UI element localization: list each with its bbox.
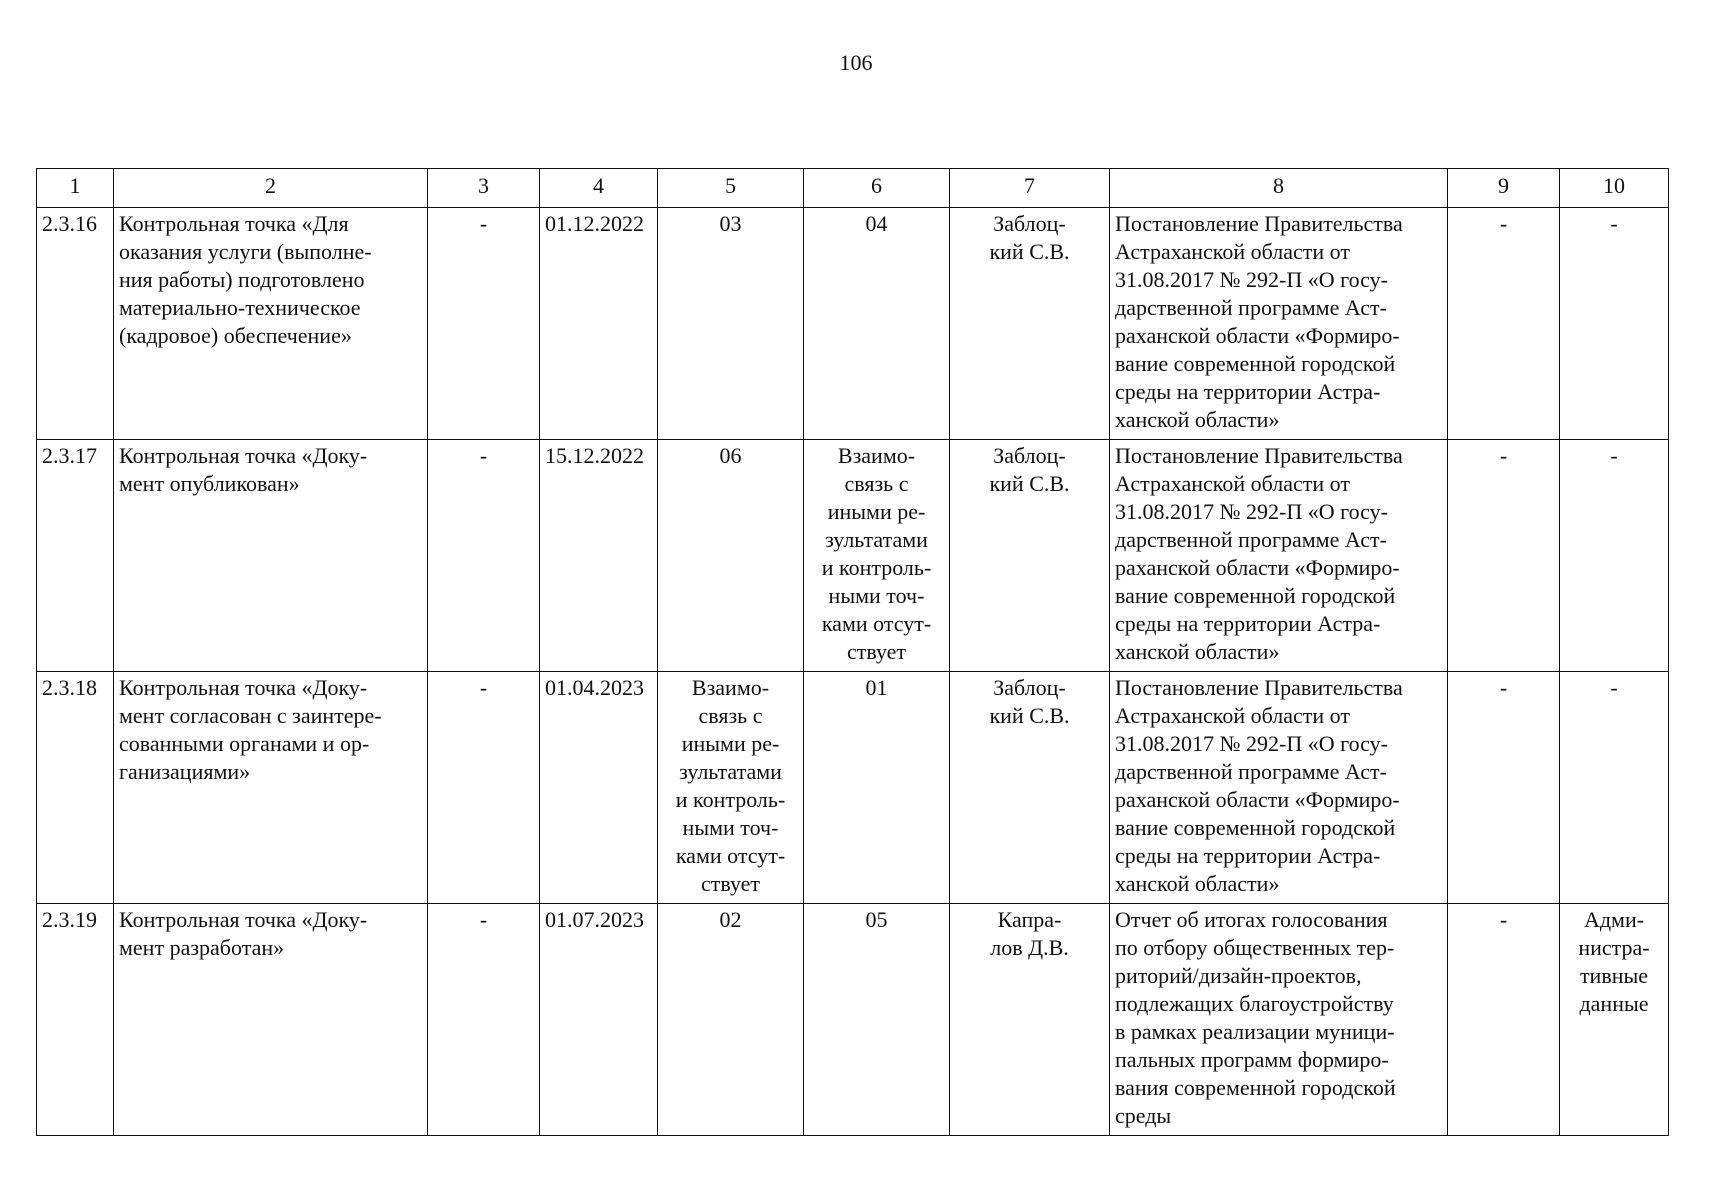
- column-header-9: 9: [1448, 169, 1560, 208]
- control-point-name: Контрольная точка «Доку- мент опубликован»: [114, 440, 428, 672]
- responsible-person: Заблоц- кий С.В.: [950, 440, 1110, 672]
- table-row: [37, 672, 1669, 904]
- responsible-person: Капра- лов Д.В.: [950, 904, 1110, 1136]
- table-row: [37, 440, 1669, 672]
- row-number: 2.3.17: [37, 440, 114, 672]
- column-header-8: 8: [1110, 169, 1448, 208]
- document-reference: Постановление Правительства Астраханской области от 31.08.2017 № 292-П «О госу- дарственной программе Аст- раханской области «Формиро- вание современной городской среды на территории Астра- ханской области»: [1110, 672, 1448, 904]
- document-reference: Постановление Правительства Астраханской области от 31.08.2017 № 292-П «О госу- дарственной программе Аст- раханской области «Формиро- вание современной городской среды на территории Астра- ханской области»: [1110, 440, 1448, 672]
- responsible-person: Заблоц- кий С.В.: [950, 208, 1110, 440]
- cell-col5: Взаимо- связь с иными ре- зультатами и контроль- ными точ- ками отсут- ствует: [658, 672, 804, 904]
- cell-col5: 03: [658, 208, 804, 440]
- document-reference: Постановление Правительства Астраханской области от 31.08.2017 № 292-П «О госу- дарственной программе Аст- раханской области «Формиро- вание современной городской среды на территории Астра- ханской области»: [1110, 208, 1448, 440]
- cell-col9: -: [1448, 904, 1560, 1136]
- control-point-name: Контрольная точка «Доку- мент разработан»: [114, 904, 428, 1136]
- cell-col9: -: [1448, 672, 1560, 904]
- control-point-name: Контрольная точка «Доку- мент согласован с заинтере- сованными органами и ор- ганизациями»: [114, 672, 428, 904]
- cell-col3: -: [428, 440, 540, 672]
- date-cell: 01.12.2022: [540, 208, 658, 440]
- page-number: 106: [839, 50, 873, 75]
- cell-col6: 04: [804, 208, 950, 440]
- cell-col6: 01: [804, 672, 950, 904]
- cell-col9: -: [1448, 208, 1560, 440]
- cell-col10: Адми- нистра- тивные данные: [1560, 904, 1669, 1136]
- column-header-2: 2: [114, 169, 428, 208]
- cell-col6: 05: [804, 904, 950, 1136]
- control-points-table: [36, 168, 1669, 1136]
- table-row: [37, 904, 1669, 1136]
- column-header-4: 4: [540, 169, 658, 208]
- document-reference: Отчет об итогах голосования по отбору общественных тер- риторий/дизайн-проектов, подлежащих благоустройству в рамках реализации муници- пальных программ формиро- вания современной городской среды: [1110, 904, 1448, 1136]
- cell-col3: -: [428, 904, 540, 1136]
- row-number: 2.3.18: [37, 672, 114, 904]
- cell-col3: -: [428, 672, 540, 904]
- cell-col5: 06: [658, 440, 804, 672]
- row-number: 2.3.19: [37, 904, 114, 1136]
- row-number: 2.3.16: [37, 208, 114, 440]
- cell-col5: 02: [658, 904, 804, 1136]
- header-row: [37, 169, 1669, 208]
- column-header-1: 1: [37, 169, 114, 208]
- column-header-3: 3: [428, 169, 540, 208]
- date-cell: 15.12.2022: [540, 440, 658, 672]
- cell-col3: -: [428, 208, 540, 440]
- cell-col9: -: [1448, 440, 1560, 672]
- cell-col10: -: [1560, 440, 1669, 672]
- column-header-5: 5: [658, 169, 804, 208]
- cell-col10: -: [1560, 672, 1669, 904]
- column-header-7: 7: [950, 169, 1110, 208]
- column-header-6: 6: [804, 169, 950, 208]
- responsible-person: Заблоц- кий С.В.: [950, 672, 1110, 904]
- table-row: [37, 208, 1669, 440]
- control-point-name: Контрольная точка «Для оказания услуги (выполне- ния работы) подготовлено материально-техническое (кадровое) обеспечение»: [114, 208, 428, 440]
- date-cell: 01.04.2023: [540, 672, 658, 904]
- date-cell: 01.07.2023: [540, 904, 658, 1136]
- cell-col6: Взаимо- связь с иными ре- зультатами и контроль- ными точ- ками отсут- ствует: [804, 440, 950, 672]
- cell-col10: -: [1560, 208, 1669, 440]
- column-header-10: 10: [1560, 169, 1669, 208]
